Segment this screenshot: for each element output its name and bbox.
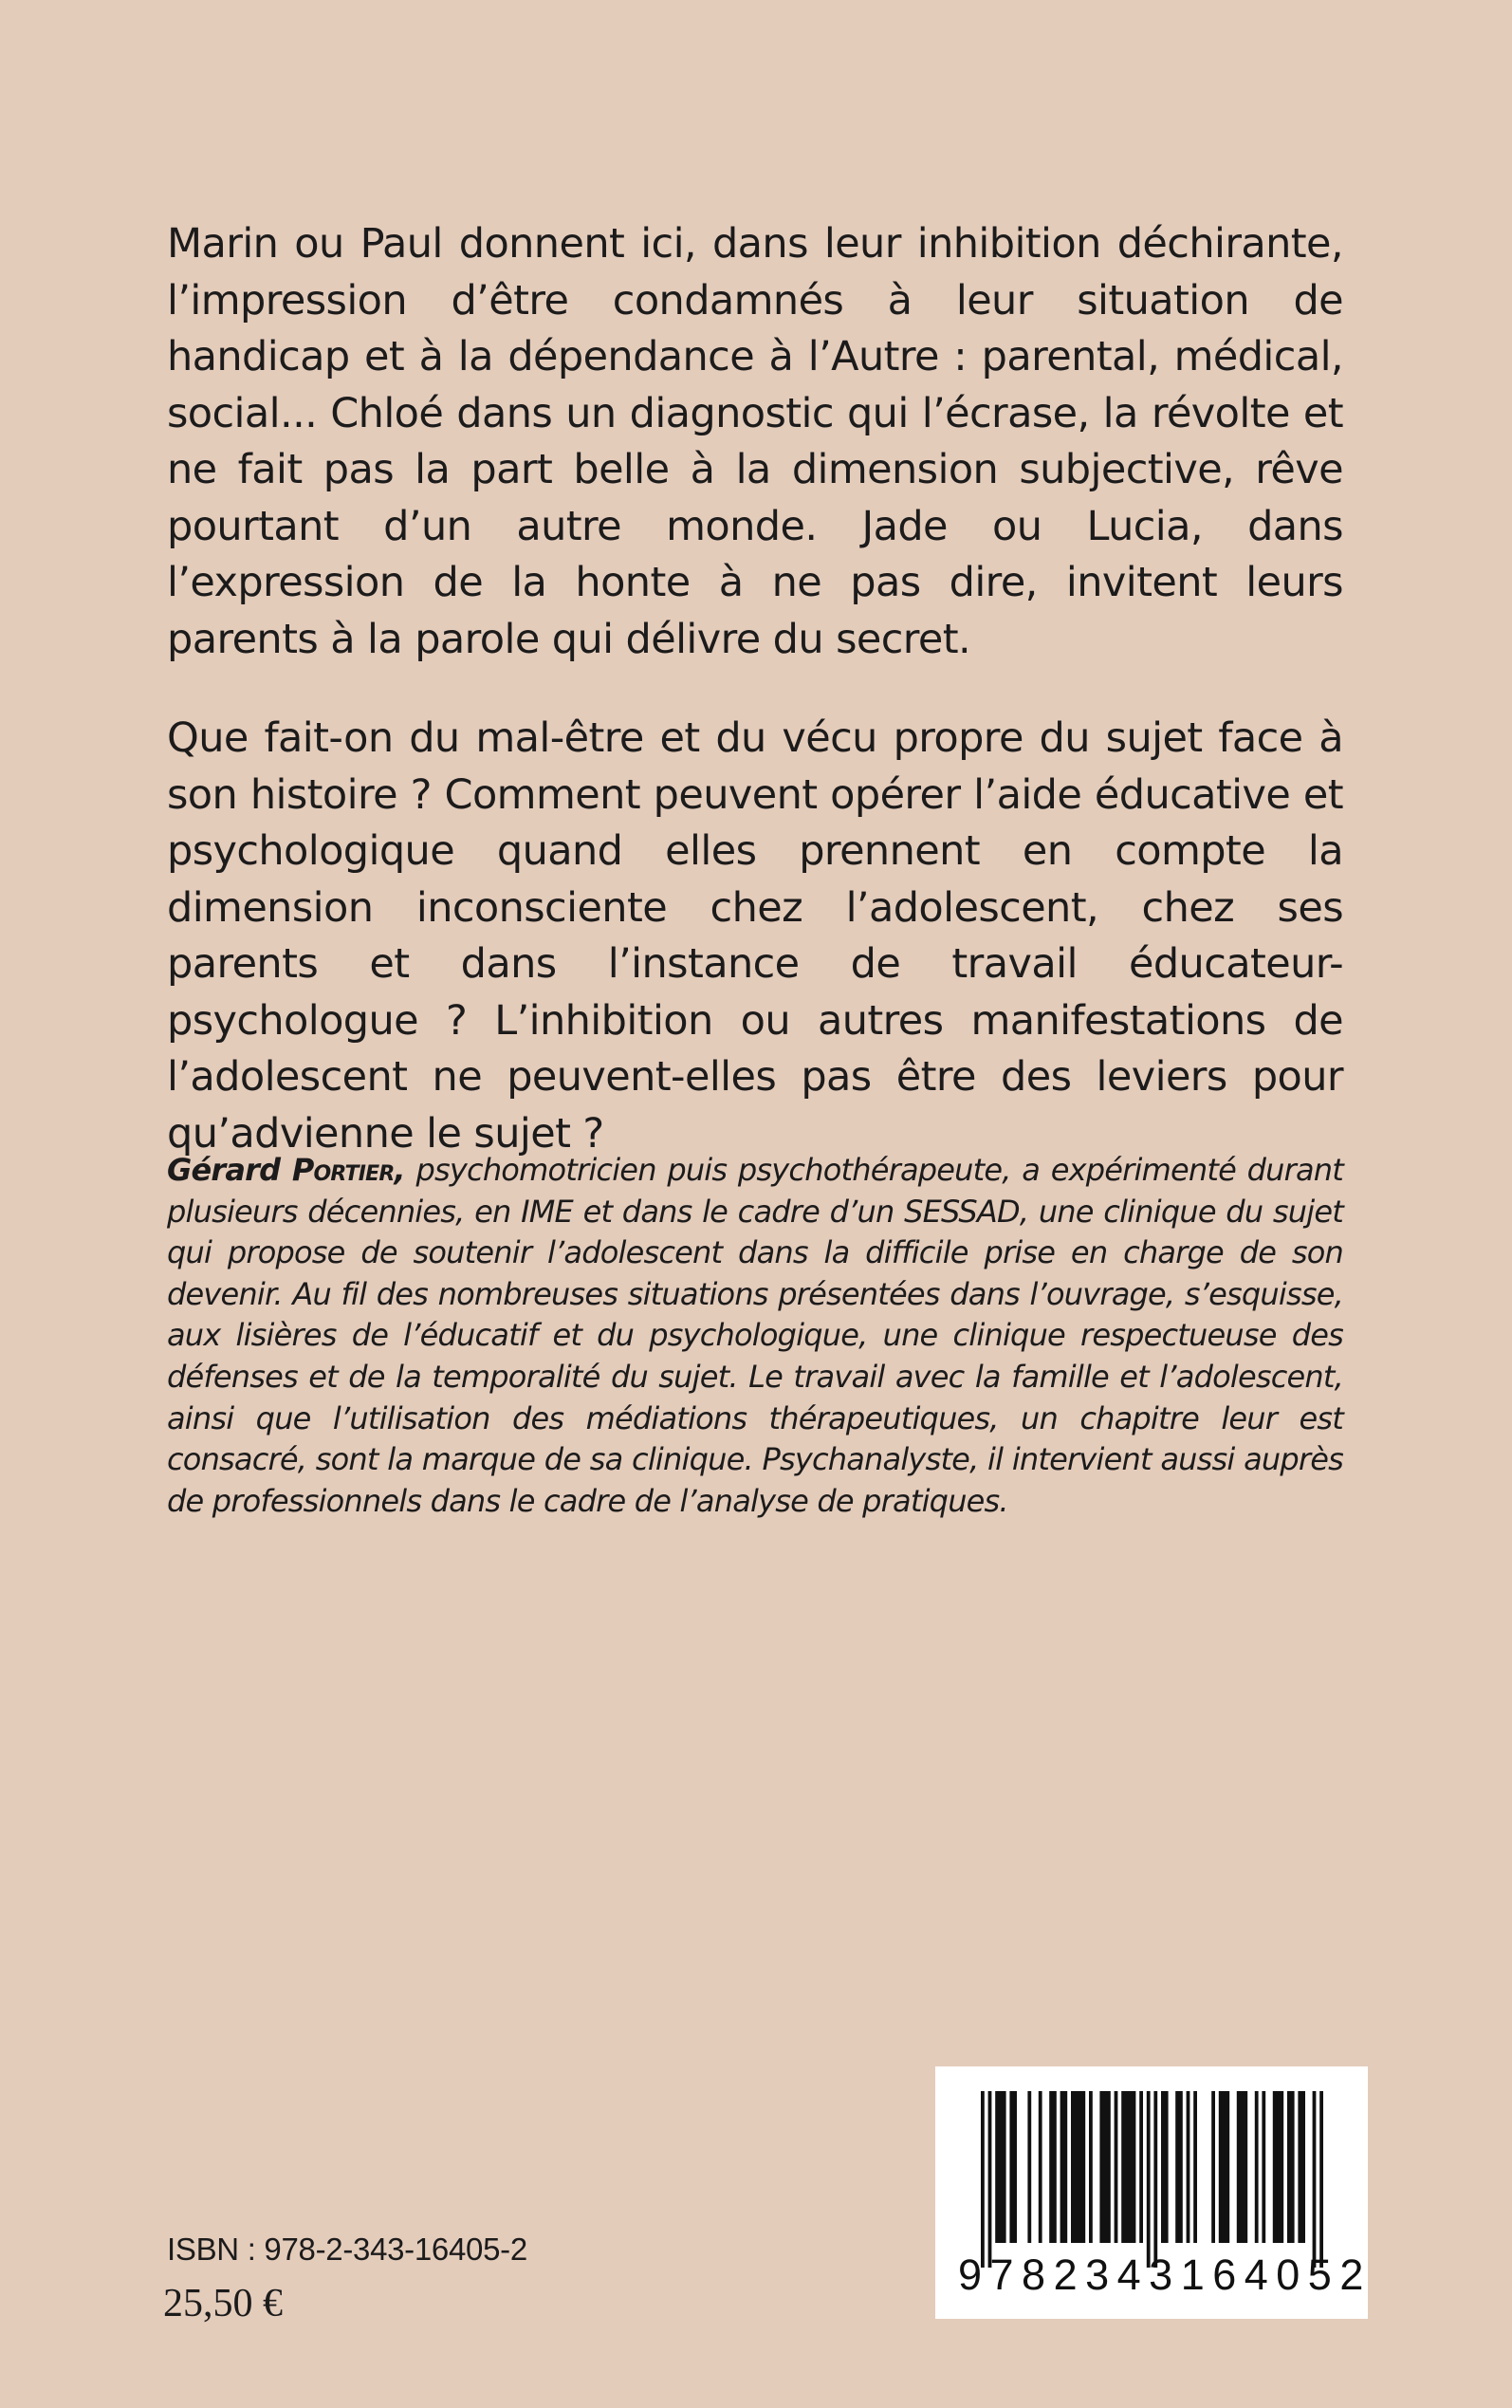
barcode-bar bbox=[1211, 2091, 1215, 2243]
author-name bbox=[167, 1152, 405, 1188]
barcode-guard-bar bbox=[1147, 2091, 1151, 2268]
barcode-bar bbox=[1071, 2091, 1085, 2243]
barcode-guard-bar bbox=[1153, 2091, 1157, 2268]
barcode-bar bbox=[1175, 2091, 1183, 2243]
barcode-guard-bar bbox=[988, 2091, 992, 2268]
barcode-bar bbox=[1121, 2091, 1135, 2243]
author-bio-text: psychomotricien puis psychothérapeute, a expérimenté durant plusieurs décennies, en IME et dans le cadre d’un SESSAD, une clinique du sujet qui propose de soutenir l’adolescent dans la difficile prise en charge de son devenir. Au fil des nombreuses situations présentées dans l’ouvrage, s’esquisse, aux lisières de l’éducatif et du psychologique, une clinique respectueuse des défenses et de la temporalité du sujet. Le travail avec la famille et l’adolescent, ainsi que l’utilisation des médiations thérapeutiques, un chapitre leur est consacré, sont la marque de sa clinique. Psychanalyste, il intervient aussi auprès de professionnels dans le cadre de l’analyse de pratiques. bbox=[167, 1152, 1343, 1519]
barcode-bar bbox=[1139, 2091, 1143, 2243]
synopsis bbox=[167, 216, 1343, 1205]
barcode-guard-bar bbox=[981, 2091, 985, 2268]
barcode-bar bbox=[1262, 2091, 1265, 2243]
barcode-guard-bar bbox=[1319, 2091, 1323, 2268]
barcode-bar bbox=[1193, 2091, 1197, 2243]
barcode-digits: 9782343164052 bbox=[958, 2251, 1372, 2299]
author-last-name: Portier, bbox=[291, 1152, 405, 1188]
barcode-bar bbox=[1187, 2091, 1190, 2243]
barcode-bar bbox=[1219, 2091, 1229, 2243]
barcode-bar bbox=[1115, 2091, 1118, 2243]
barcode-bar bbox=[1298, 2091, 1305, 2243]
barcode-bar bbox=[1027, 2091, 1031, 2243]
barcode-bar bbox=[995, 2091, 1005, 2243]
barcode-bar bbox=[1049, 2091, 1057, 2243]
barcode-bar bbox=[1060, 2091, 1068, 2243]
barcode-bar bbox=[1089, 2091, 1093, 2243]
synopsis-paragraph-2: Que fait-on du mal-être et du vécu propre du sujet face à son histoire ? Comment peuvent opérer l’aide éducative et psychologique quand elles prennent en compte la dimension inconsciente chez l’adolescent, chez ses parents et dans l’instance de travail éducateur-psychologue ? L’inhibition ou autres manifestations de l’adolescent ne peuvent-elles pas être des leviers pour qu’advienne le sujet ? bbox=[167, 714, 1343, 1158]
barcode-guard-bar bbox=[1313, 2091, 1317, 2268]
price-label: 25,50 € bbox=[163, 2282, 283, 2325]
barcode-bar bbox=[1273, 2091, 1283, 2243]
isbn-label: ISBN : 978-2-343-16405-2 bbox=[167, 2232, 527, 2267]
barcode-bar bbox=[1255, 2091, 1259, 2243]
barcode-bar bbox=[1099, 2091, 1110, 2243]
author-first-name: Gérard bbox=[167, 1152, 281, 1188]
author-bio bbox=[167, 1150, 1343, 1522]
barcode-bar bbox=[1287, 2091, 1295, 2243]
synopsis-paragraph-1: Marin ou Paul donnent ici, dans leur inhibition déchirante, l’impression d’être condamnés à leur situation de handicap et à la dépendance à l’Autre : parental, médical, social... Chloé dans un diagnostic qui l’écrase, la révolte et ne fait pas la part belle à la dimension subjective, rêve pourtant d’un autre monde. Jade ou Lucia, dans l’expression de la honte à ne pas dire, invitent leurs parents à la parole qui délivre du secret. bbox=[167, 220, 1343, 663]
barcode-bar bbox=[1009, 2091, 1017, 2243]
barcode-bar bbox=[1237, 2091, 1247, 2243]
barcode-bar bbox=[1161, 2091, 1169, 2243]
barcode-bar bbox=[1039, 2091, 1042, 2243]
barcode bbox=[935, 2066, 1372, 2319]
